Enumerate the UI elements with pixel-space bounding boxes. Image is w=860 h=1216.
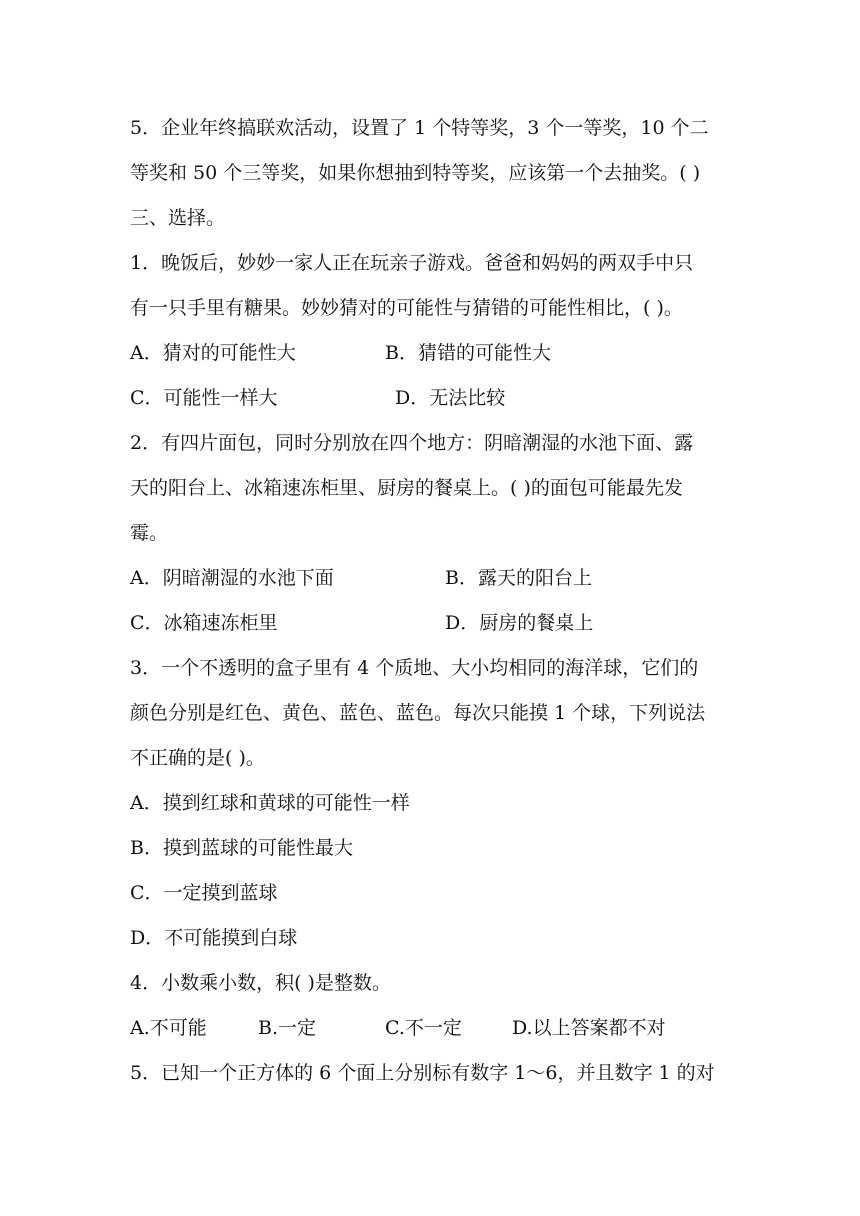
- question-text: 霉。: [130, 522, 169, 544]
- option-a: A．猜对的可能性大: [130, 342, 296, 364]
- section-heading: 三、选择。: [130, 207, 226, 229]
- option-c: C.不一定: [385, 1017, 462, 1039]
- option-a: A.不可能: [130, 1017, 207, 1039]
- option-d: D.以上答案都不对: [512, 1017, 666, 1039]
- option-c: C．可能性一样大: [130, 387, 278, 409]
- question-text: 5．企业年终搞联欢活动，设置了 1 个特等奖，3 个一等奖，10 个二: [130, 117, 709, 139]
- option-d: D．无法比较: [395, 387, 506, 409]
- option-d: D．厨房的餐桌上: [445, 612, 594, 634]
- question-text: 颜色分别是红色、黄色、蓝色、蓝色。每次只能摸 1 个球，下列说法: [130, 702, 706, 724]
- option-c: C．一定摸到蓝球: [130, 882, 278, 904]
- option-b: B．摸到蓝球的可能性最大: [130, 837, 353, 859]
- question-text: 4．小数乘小数，积( )是整数。: [130, 972, 391, 994]
- option-b: B.一定: [258, 1017, 317, 1039]
- option-b: B．露天的阳台上: [445, 567, 592, 589]
- option-c: C．冰箱速冻柜里: [130, 612, 278, 634]
- option-d: D．不可能摸到白球: [130, 927, 298, 949]
- question-text: 不正确的是( )。: [130, 747, 265, 769]
- question-text: 3．一个不透明的盒子里有 4 个质地、大小均相同的海洋球，它们的: [130, 657, 699, 679]
- question-text: 2．有四片面包，同时分别放在四个地方：阴暗潮湿的水池下面、露: [130, 432, 694, 454]
- question-text: 5．已知一个正方体的 6 个面上分别标有数字 1～6，并且数字 1 的对: [130, 1062, 715, 1084]
- question-text: 天的阳台上、冰箱速冻柜里、厨房的餐桌上。( )的面包可能最先发: [130, 477, 683, 499]
- question-text: 等奖和 50 个三等奖，如果你想抽到特等奖，应该第一个去抽奖。( ): [130, 162, 701, 184]
- question-text: 有一只手里有糖果。妙妙猜对的可能性与猜错的可能性相比，( )。: [130, 297, 683, 319]
- option-a: A．摸到红球和黄球的可能性一样: [130, 792, 410, 814]
- option-b: B．猜错的可能性大: [385, 342, 551, 364]
- question-text: 1．晚饭后，妙妙一家人正在玩亲子游戏。爸爸和妈妈的两双手中只: [130, 252, 694, 274]
- option-a: A．阴暗潮湿的水池下面: [130, 567, 334, 589]
